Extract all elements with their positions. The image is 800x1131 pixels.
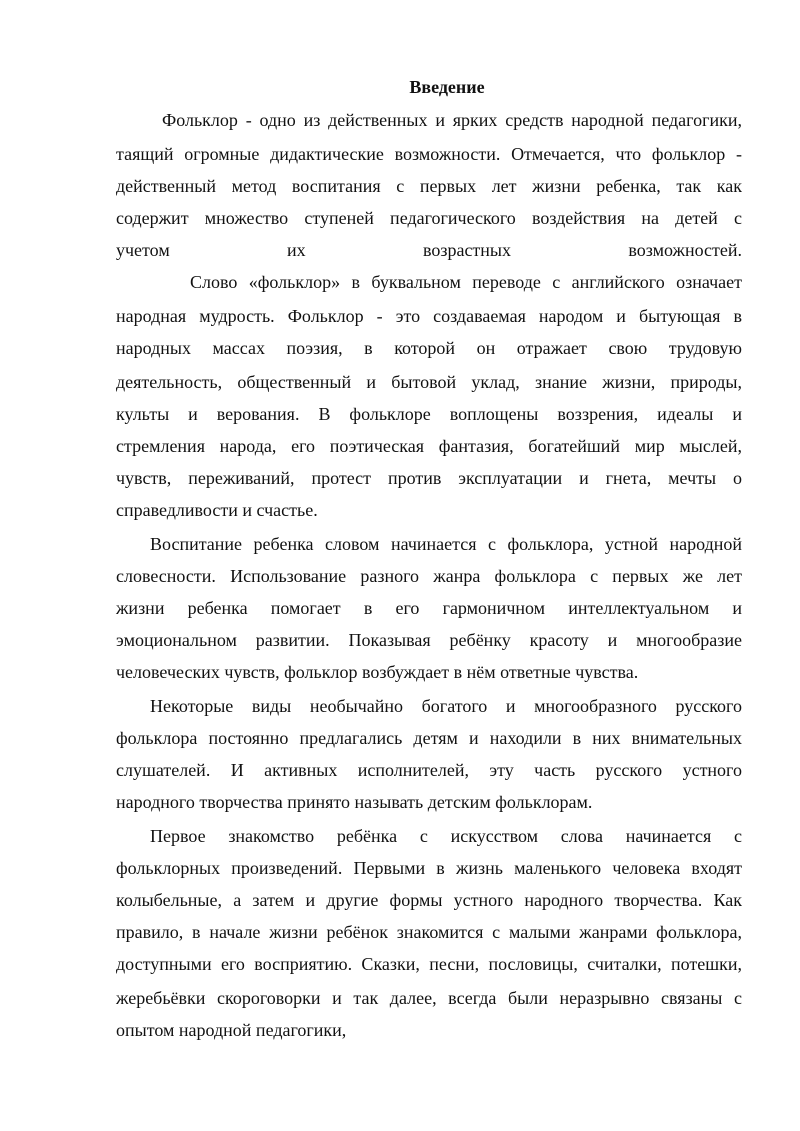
text-line: опытом народной педагогики, <box>116 1020 347 1040</box>
text-line: чувств, переживаний, протест против эксплуатации и гнета, мечты о <box>116 468 742 488</box>
text-line: стремления народа, его поэтическая фантазия, богатейший мир мыслей, <box>116 436 742 456</box>
text-line: культы и верования. В фольклоре воплощены воззрения, идеалы и <box>116 404 742 424</box>
text-line: Некоторые виды необычайно богатого и многообразного русского <box>150 696 742 716</box>
text-line: деятельность, общественный и бытовой уклад, знание жизни, природы, <box>116 372 742 392</box>
text-line: учетом их возрастных возможностей. <box>116 240 742 260</box>
text-line: действенный метод воспитания с первых лет жизни ребенка, так как <box>116 176 742 196</box>
text-line: жеребьёвки скороговорки и так далее, всегда были неразрывно связаны с <box>116 988 742 1008</box>
text-line: слушателей. И активных исполнителей, эту часть русского устного <box>116 760 742 780</box>
text-line: Слово «фольклор» в буквальном переводе с английского означает <box>190 272 742 292</box>
text-line: народных массах поэзия, в которой он отражает свою трудовую <box>116 338 742 358</box>
text-line: таящий огромные дидактические возможности. Отмечается, что фольклор - <box>116 144 742 164</box>
text-line: доступными его восприятию. Сказки, песни, пословицы, считалки, потешки, <box>116 954 742 974</box>
text-line: Фольклор - одно из действенных и ярких средств народной педагогики, <box>162 110 742 130</box>
page-title: Введение <box>409 77 485 97</box>
text-line: словесности. Использование разного жанра фольклора с первых же лет <box>116 566 742 586</box>
text-line: Первое знакомство ребёнка с искусством слова начинается с <box>150 826 742 846</box>
text-line: жизни ребенка помогает в его гармоничном интеллектуальном и <box>116 598 742 618</box>
text-line: народная мудрость. Фольклор - это создаваемая народом и бытующая в <box>116 306 742 326</box>
text-line: человеческих чувств, фольклор возбуждает в нём ответные чувства. <box>116 662 639 682</box>
text-line: эмоциональном развитии. Показывая ребёнку красоту и многообразие <box>116 630 742 650</box>
text-line: фольклора постоянно предлагались детям и находили в них внимательных <box>116 728 742 748</box>
text-line: правило, в начале жизни ребёнок знакомится с малыми жанрами фольклора, <box>116 922 742 942</box>
text-line: колыбельные, а затем и другие формы устного народного творчества. Как <box>116 890 742 910</box>
text-line: справедливости и счастье. <box>116 500 318 520</box>
text-line: содержит множество ступеней педагогического воздействия на детей с <box>116 208 742 228</box>
text-line: народного творчества принято называть детским фольклорам. <box>116 792 593 812</box>
text-line: фольклорных произведений. Первыми в жизнь маленького человека входят <box>116 858 742 878</box>
text-line: Воспитание ребенка словом начинается с фольклора, устной народной <box>150 534 742 554</box>
